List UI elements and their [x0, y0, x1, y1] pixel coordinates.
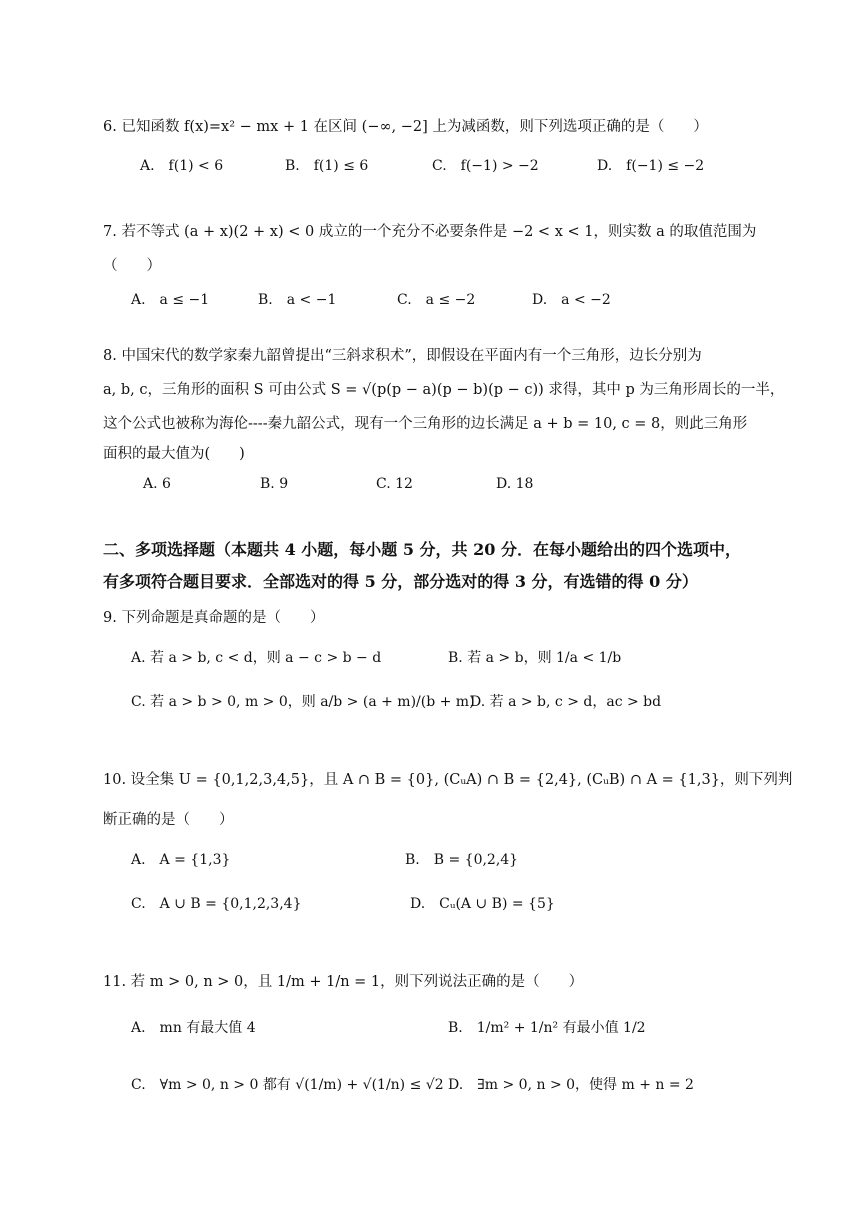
- q11-option-b: B. 1/m² + 1/n² 有最小值 1/2: [448, 1020, 646, 1036]
- q10-option-b: B. B = {0,2,4}: [405, 852, 519, 868]
- question-8-line1: 8. 中国宋代的数学家秦九韶曾提出“三斜求积术”，即假设在平面内有一个三角形，边长分别为: [103, 348, 702, 364]
- q7-option-d: D. a < −2: [532, 292, 611, 308]
- q9-option-c: C. 若 a > b > 0, m > 0，则 a/b > (a + m)/(b + m): [131, 694, 475, 710]
- q8-option-b: B. 9: [260, 476, 289, 492]
- q9-option-b: B. 若 a > b，则 1/a < 1/b: [448, 650, 622, 666]
- section-2-instructions: 有多项符合题目要求．全部选对的得 5 分，部分选对的得 3 分，有选错的得 0 分）: [103, 572, 698, 591]
- question-7-stem: 7. 若不等式 (a + x)(2 + x) < 0 成立的一个充分不必要条件是 −2 < x < 1，则实数 a 的取值范围为: [103, 224, 757, 240]
- q10-option-d: D. Cᵤ(A ∪ B) = {5}: [410, 896, 555, 912]
- q7-option-c: C. a ≤ −2: [397, 292, 476, 308]
- question-8-line2: a, b, c，三角形的面积 S 可由公式 S = √(p(p − a)(p − b)(p − c)) 求得，其中 p 为三角形周长的一半，: [103, 382, 785, 398]
- section-2-heading: 二、多项选择题（本题共 4 小题，每小题 5 分，共 20 分．在每小题给出的四个选项中，: [103, 540, 741, 559]
- question-8-line3: 这个公式也被称为海伦----秦九韶公式，现有一个三角形的边长满足 a + b = 10, c = 8，则此三角形: [103, 416, 748, 432]
- question-6-stem: 6. 已知函数 f(x)=x² − mx + 1 在区间 (−∞, −2] 上为减函数，则下列选项正确的是（ ）: [103, 119, 708, 135]
- q9-option-d: D. 若 a > b, c > d，ac > bd: [470, 694, 662, 710]
- question-7-paren: （ ）: [103, 258, 161, 274]
- q8-option-c: C. 12: [376, 476, 413, 492]
- question-10-line1: 10. 设全集 U = {0,1,2,3,4,5}，且 A ∩ B = {0}, (CᵤA) ∩ B = {2,4}, (CᵤB) ∩ A = {1,3}，则下列判: [103, 772, 793, 788]
- q8-option-a: A. 6: [143, 476, 171, 492]
- q9-option-a: A. 若 a > b, c < d，则 a − c > b − d: [131, 650, 382, 666]
- q6-option-c: C. f(−1) > −2: [432, 158, 539, 174]
- question-11-stem: 11. 若 m > 0, n > 0，且 1/m + 1/n = 1，则下列说法正确的是（ ）: [103, 974, 584, 990]
- q6-option-a: A. f(1) < 6: [140, 158, 224, 174]
- question-8-line4: 面积的最大值为( ): [103, 446, 245, 462]
- q8-option-d: D. 18: [496, 476, 534, 492]
- q7-option-a: A. a ≤ −1: [131, 292, 210, 308]
- question-10-line2: 断正确的是（ ）: [103, 812, 234, 828]
- q11-option-c: C. ∀m > 0, n > 0 都有 √(1/m) + √(1/n) ≤ √2: [131, 1077, 444, 1093]
- q11-option-a: A. mn 有最大值 4: [131, 1020, 256, 1036]
- q6-option-b: B. f(1) ≤ 6: [285, 158, 369, 174]
- q6-option-d: D. f(−1) ≤ −2: [597, 158, 705, 174]
- q7-option-b: B. a < −1: [258, 292, 337, 308]
- q10-option-c: C. A ∪ B = {0,1,2,3,4}: [131, 896, 302, 912]
- q11-option-d: D. ∃m > 0, n > 0，使得 m + n = 2: [448, 1077, 694, 1093]
- q10-option-a: A. A = {1,3}: [131, 852, 231, 868]
- question-9-stem: 9. 下列命题是真命题的是（ ）: [103, 610, 325, 626]
